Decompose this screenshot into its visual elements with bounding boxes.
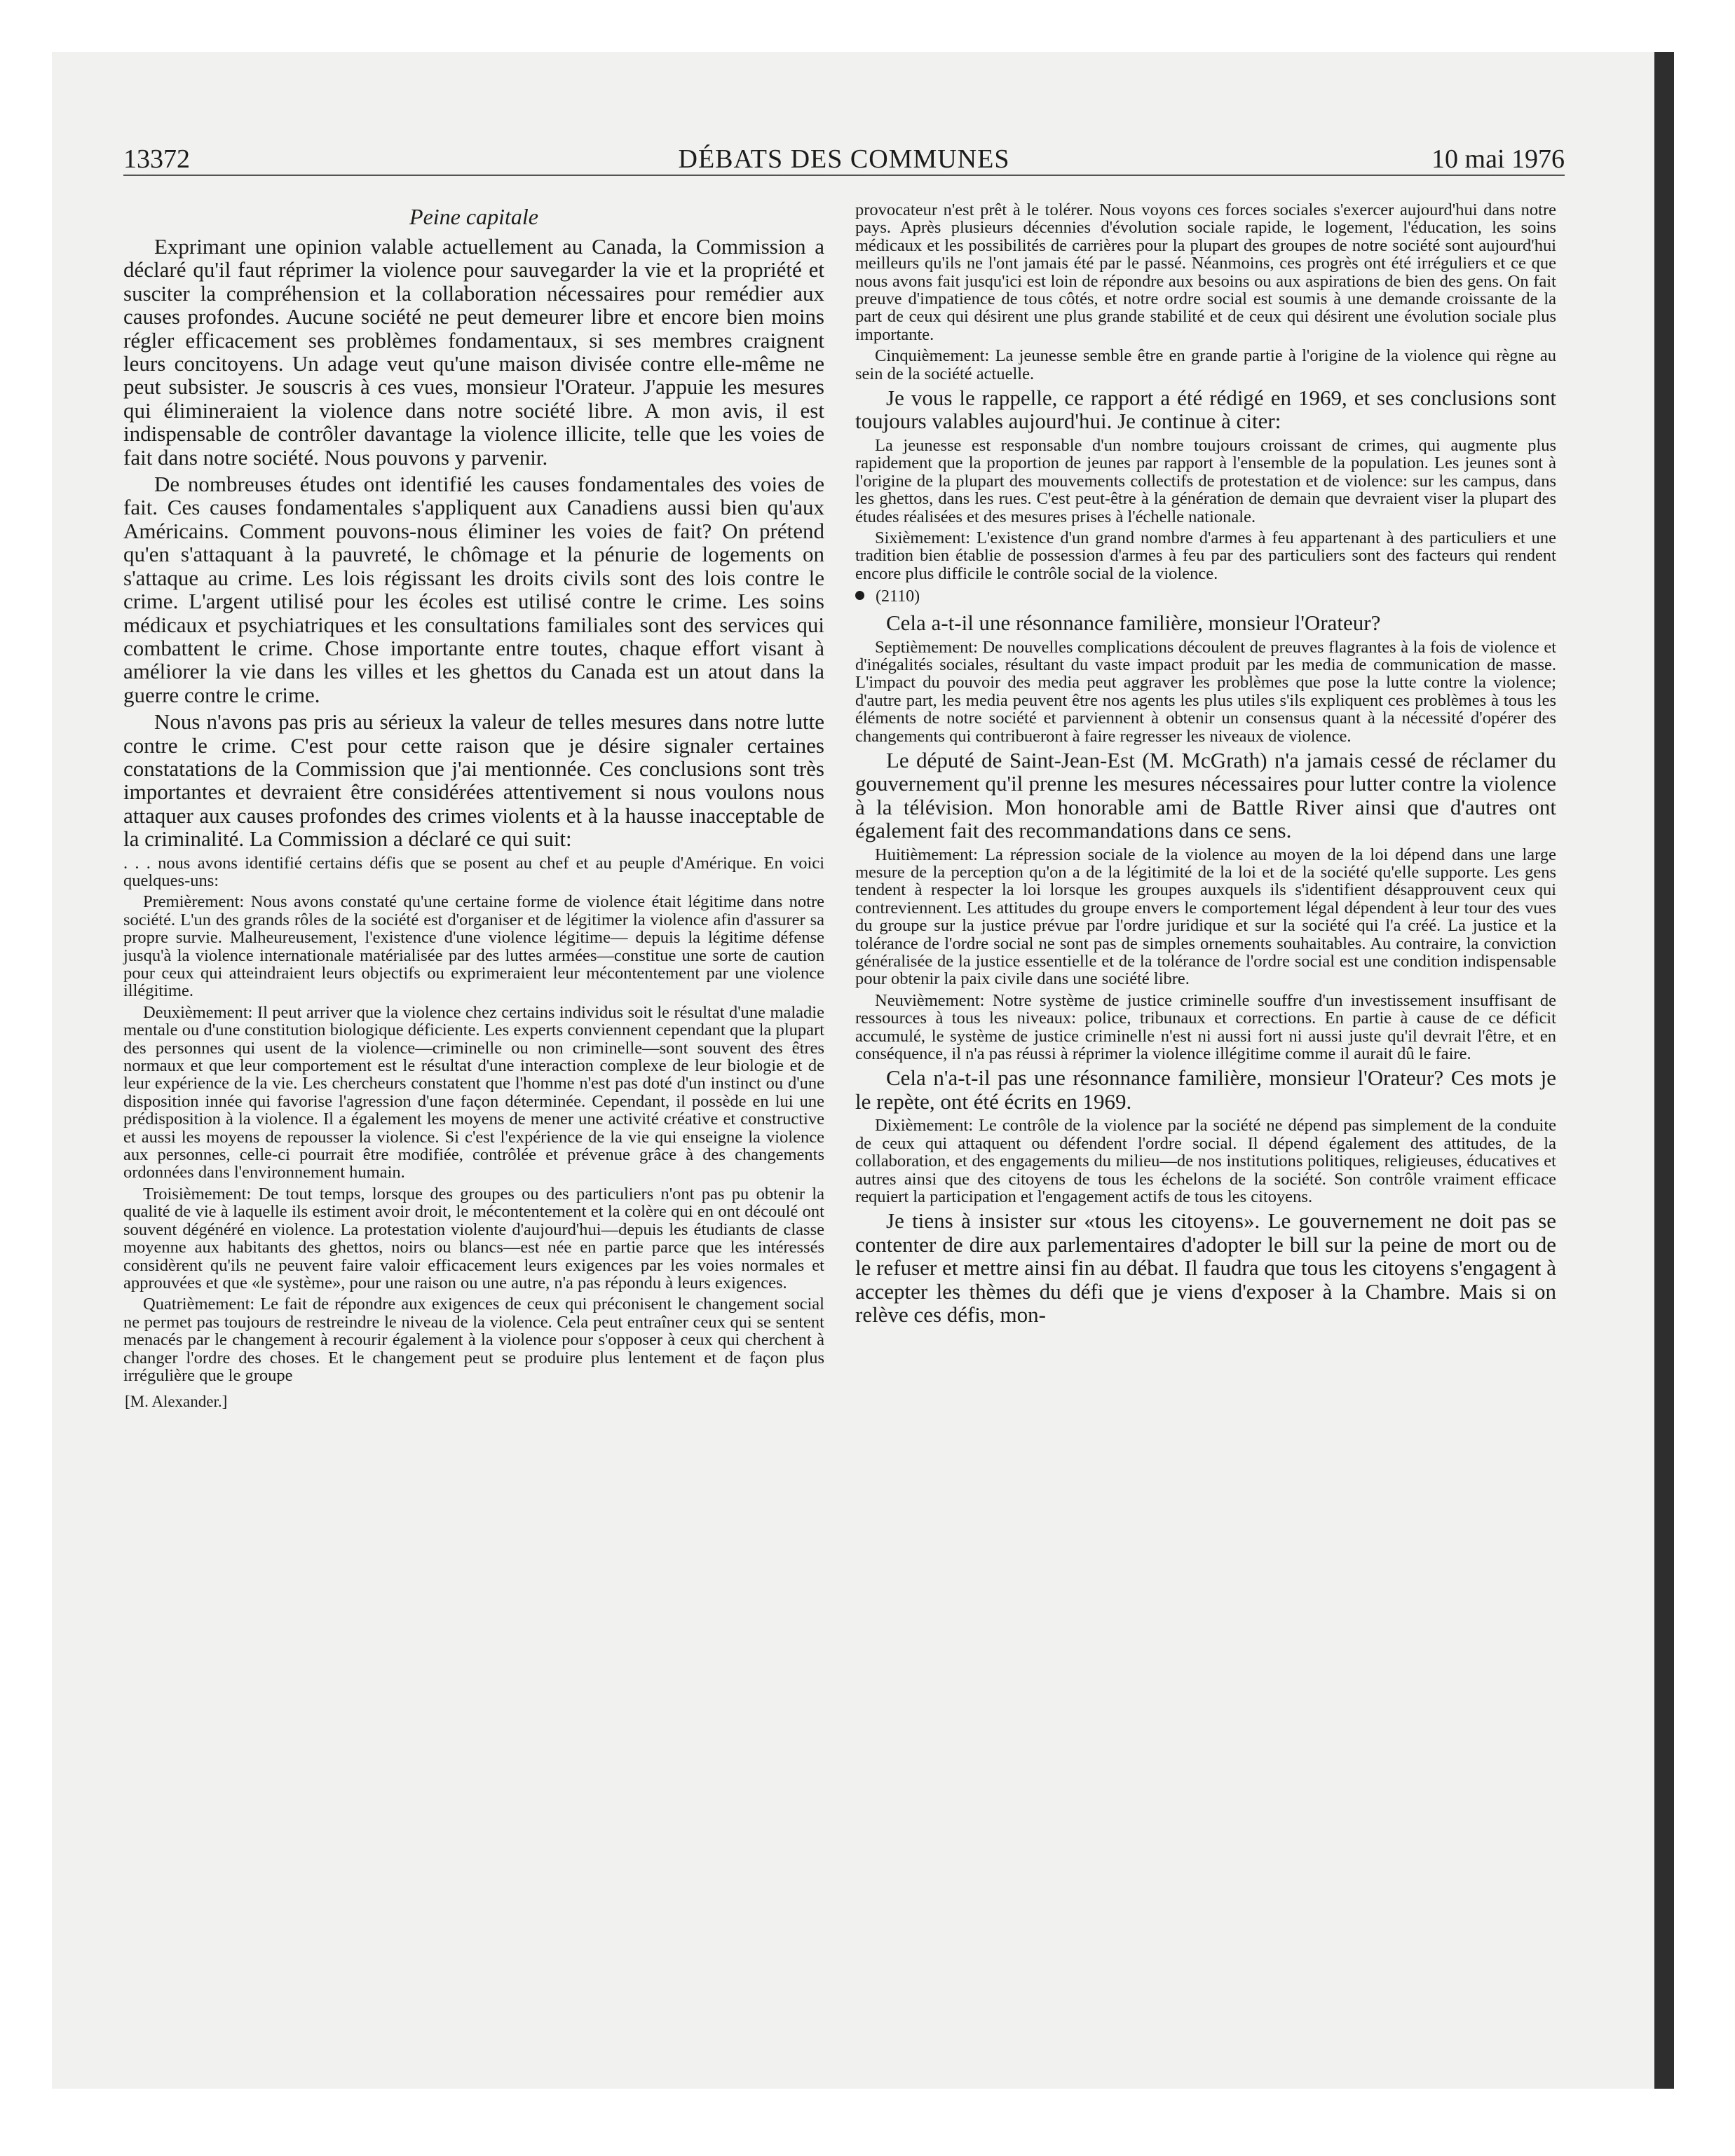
left-column: [123, 201, 824, 1412]
speaker-attribution: [M. Alexander.]: [125, 1393, 228, 1411]
publication-date: 10 mai 1976: [1431, 144, 1565, 174]
scan-edge-bar: [1654, 52, 1674, 2089]
quote-paragraph: Premièrement: Nous avons constaté qu'une certaine forme de violence était légitime dans notre société. L'un des grands rôles de la société est d'organiser et de légitimer la violence afin d'assurer sa propre survie. Malheureusement, l'existence d'une violence légitime— depuis la légitime défense jusqu'à la violence internationale matérialisée par des luttes armées—constitue une sorte de caution pour ceux qui atteindraient leurs objectifs ou exprimeraient leur mécontentement par une violence illégitime.: [123, 892, 824, 1001]
speech-paragraph: De nombreuses études ont identifié les causes fondamentales des voies de fait. Ces causes fondamentales s'appliquent aux Canadiens aussi bien qu'aux Américains. Comment pouvons-nous éliminer les voies de fait? On prétend qu'en s'attaquant à la pauvreté, le chômage et la pénurie de logements on s'attaque au crime. Les lois régissant les droits civils sont des lois contre le crime. L'argent utilisé pour les écoles est utilisé contre le crime. Les soins médicaux et psychiatriques et les consultations familiales sont des services qui combattent le crime. Chose importante entre toutes, chaque effort visant à améliorer la vie dans les villes et les ghettos du Canada est un atout dans la guerre contre le crime.: [123, 472, 824, 707]
right-column: [855, 201, 1556, 1330]
quote-paragraph: provocateur n'est prêt à le tolérer. Nous voyons ces forces sociales s'exercer aujourd'hui dans notre pays. Après plusieurs décennies d'évolution sociale rapide, le logement, l'éducation, les soins médicaux et les possibilités de carrières pour la plupart des groupes de notre société sont aujourd'hui meilleurs qu'ils ne l'ont jamais été par le passé. Néanmoins, ces progrès ont été irréguliers et ce que nous avons fait jusqu'ici est loin de répondre aux besoins ou aux aspirations de bien des gens. On fait preuve d'impatience de tous côtés, et notre ordre social est soumis à une demande croissante de la part de ceux qui désirent une plus grande stabilité et de ceux qui désirent une évolution sociale plus importante.: [855, 200, 1556, 344]
bullet-icon: [855, 591, 864, 600]
page-number: 13372: [123, 144, 190, 174]
page-header: [123, 144, 1565, 176]
speech-paragraph: Je vous le rappelle, ce rapport a été rédigé en 1969, et ses conclusions sont toujours valables aujourd'hui. Je continue à citer:: [855, 386, 1556, 434]
speech-paragraph: Le député de Saint-Jean-Est (M. McGrath) n'a jamais cessé de réclamer du gouvernement qu'il prenne les mesures nécessaires pour lutter contre la violence à la télévision. Mon honorable ami de Battle River ainsi que d'autres ont également fait des recommandations dans ce sens.: [855, 747, 1556, 843]
speech-paragraph: Cela a-t-il une résonnance familière, monsieur l'Orateur?: [886, 610, 1381, 636]
section-title: Peine capitale: [409, 204, 538, 229]
speech-paragraph: Nous n'avons pas pris au sérieux la valeur de telles mesures dans notre lutte contre le crime. C'est pour cette raison que je désire signaler certaines constatations de la Commission que j'ai mentionnée. Ces conclusions sont très importantes et devraient être considérées attentivement si nous voulons nous attaquer aux causes profondes des crimes violents et à la hausse inacceptable de la criminalité. La Commission a déclaré ce qui suit:: [123, 709, 824, 852]
quote-paragraph: Dixièmement: Le contrôle de la violence par la société ne dépend pas simplement de la conduite de ceux qui attaquent ou défendent l'ordre social. Il dépend également des attitudes, de la collaboration, et des engagements du milieu—de nos institutions politiques, religieuses, éducatives et autres ainsi que des citoyens de tous les échelons de la société. Son contrôle vraiment efficace requiert la participation et l'engagement actifs de tous les citoyens.: [855, 1116, 1556, 1206]
quote-paragraph: La jeunesse est responsable d'un nombre toujours croissant de crimes, qui augmente plus rapidement que la proportion de jeunes par rapport à l'ensemble de la population. Les jeunes sont à l'origine de la plupart des mouvements collectifs de protestation et de violence: sur les campus, dans les ghettos, dans les rues. C'est peut-être à la génération de demain que devraient viser la plupart des études réalisées et des mesures prises à l'échelle nationale.: [855, 435, 1556, 526]
speech-paragraph: Cela n'a-t-il pas une résonnance familière, monsieur l'Orateur? Ces mots je le repète, ont été écrits en 1969.: [855, 1065, 1556, 1114]
time-marker: [855, 586, 1556, 607]
quote-paragraph: Huitièmement: La répression sociale de la violence au moyen de la loi dépend dans une large mesure de la perception qu'on a de la légitimité de la loi et de la société qu'elle supporte. Les gens tendent à respecter la loi lorsque les groupes auxquels ils s'identifient désapprouvent ceux qui contreviennent. Les attitudes du groupe envers le comportement légal dépendent à leur tour des vues du groupe sur la justice prévue par l'ordre juridique et sur la société qui l'a créé. La justice et la tolérance de l'ordre social ne sont pas de simples ornements souhaitables. Au contraire, la conviction généralisée de la justice essentielle et de la tolérance de l'ordre social est une condition indispensable pour obtenir la paix civile dans une société libre.: [855, 845, 1556, 989]
quote-paragraph: Septièmement: De nouvelles complications découlent de preuves flagrantes à la fois de violence et d'inégalités sociales, résultant du vaste impact produit par les media de communication de masse. L'impact du pouvoir des media peut aggraver les problèmes que pose la lutte contre la violence; d'autre part, les media peuvent être nos agents les plus utiles s'ils expliquent ces problèmes à tous les éléments de notre société et parviennent à obtenir un consensus quant à la nécessité d'opérer des changements qui contribueront à faire regresser les niveaux de violence.: [855, 637, 1556, 746]
speech-paragraph: Je tiens à insister sur «tous les citoyens». Le gouvernement ne doit pas se contenter de dire aux parlementaires d'adopter le bill sur la peine de mort ou de le refuser et mettre ainsi fin au débat. Il faudra que tous les citoyens s'engagent à accepter les thèmes du défi que je viens d'exposer à la Chambre. Mais si on relève ces défis, mon-: [855, 1208, 1556, 1327]
quote-paragraph: Quatrièmement: Le fait de répondre aux exigences de ceux qui préconisent le changement social ne permet pas toujours de restreindre le niveau de la violence. Cela peut entraîner ceux qui se sentent menacés par le changement à recourir également à la violence pour s'opposer à ceux qui cherchent à changer l'ordre des choses. Et le changement peut se produire plus lentement et de façon plus irrégulière que le groupe: [123, 1295, 824, 1385]
quote-paragraph: Troisièmement: De tout temps, lorsque des groupes ou des particuliers n'ont pas pu obtenir la qualité de vie à laquelle ils estiment avoir droit, le mécontentement et la colère qui en ont découlé ont souvent dégénéré en violence. La protestation violente d'aujourd'hui—depuis les étudiants de classe moyenne aux habitants des ghettos, noirs ou blancs—est née en partie parce que les intéressés considèrent qu'ils ne peuvent faire valoir efficacement leurs exigences par les voies normales et approuvées et que «le système», pour une raison ou une autre, n'a pas répondu à leurs exigences.: [123, 1184, 824, 1292]
speech-paragraph: Exprimant une opinion valable actuellement au Canada, la Commission a déclaré qu'il faut réprimer la violence pour sauvegarder la vie et la propriété et susciter la compréhension et la collaboration nécessaires pour remédier aux causes profondes. Aucune société ne peut demeurer libre et encore bien moins régler efficacement ses problèmes fondamentaux, si ses membres craignent leurs concitoyens. Un adage veut qu'une maison divisée contre elle-même ne peut subsister. Je souscris à ces vues, monsieur l'Orateur. J'appuie les mesures qui élimineraient la violence dans notre société libre. A mon avis, il est indispensable de contrôler davantage la violence illicite, telle que les voies de fait dans notre société. Nous pouvons y parvenir.: [123, 234, 824, 470]
time-marker-label: (2110): [876, 587, 920, 606]
quote-paragraph: Cinquièmement: La jeunesse semble être en grande partie à l'origine de la violence qui règne au sein de la société actuelle.: [855, 346, 1556, 383]
quote-paragraph: Neuvièmement: Notre système de justice criminelle souffre d'un investissement insuffisant de ressources à tous les niveaux: police, tribunaux et corrections. En partie à cause de ce déficit accumulé, le système de justice criminelle n'est ni aussi fort ni aussi juste qu'il devrait l'être, et en conséquence, il n'a pas réussi à réprimer la violence illégitime comme il aurait dû le faire.: [855, 990, 1556, 1064]
quote-paragraph: Sixièmement: L'existence d'un grand nombre d'armes à feu appartenant à des particuliers et une tradition bien établie de possession d'armes à feu par des particuliers sont des facteurs qui rendent encore plus difficile le contrôle social de la violence.: [855, 528, 1556, 583]
quote-paragraph: Deuxièmement: Il peut arriver que la violence chez certains individus soit le résultat d'une maladie mentale ou d'une constitution biologique déficiente. Les experts conviennent cependant que la plupart des personnes qui usent de la violence—criminelle ou non criminelle—sont souvent des êtres normaux et que leur comportement est le résultat d'une interaction complexe de leur biologie et de leur expérience de la vie. Les chercheurs constatent que l'homme n'est pas doté d'un instinct ou d'une disposition innée qui favorise l'agression d'une façon déterminée. Cependant, il possède en lui une prédisposition à la violence. Il a également les moyens de mener une activité créative et constructive et aussi les moyens de repousser la violence. Si c'est l'expérience de la vie qui enseigne la violence aux personnes, celle-ci pourrait être modifiée, contrôlée et prévenue grâce à des changements ordonnées dans l'environnement humain.: [123, 1002, 824, 1182]
publication-title: DÉBATS DES COMMUNES: [678, 144, 1010, 174]
quote-intro: . . . nous avons identifié certains défis que se posent au chef et au peuple d'Amérique. En voici quelques-uns:: [123, 853, 824, 890]
